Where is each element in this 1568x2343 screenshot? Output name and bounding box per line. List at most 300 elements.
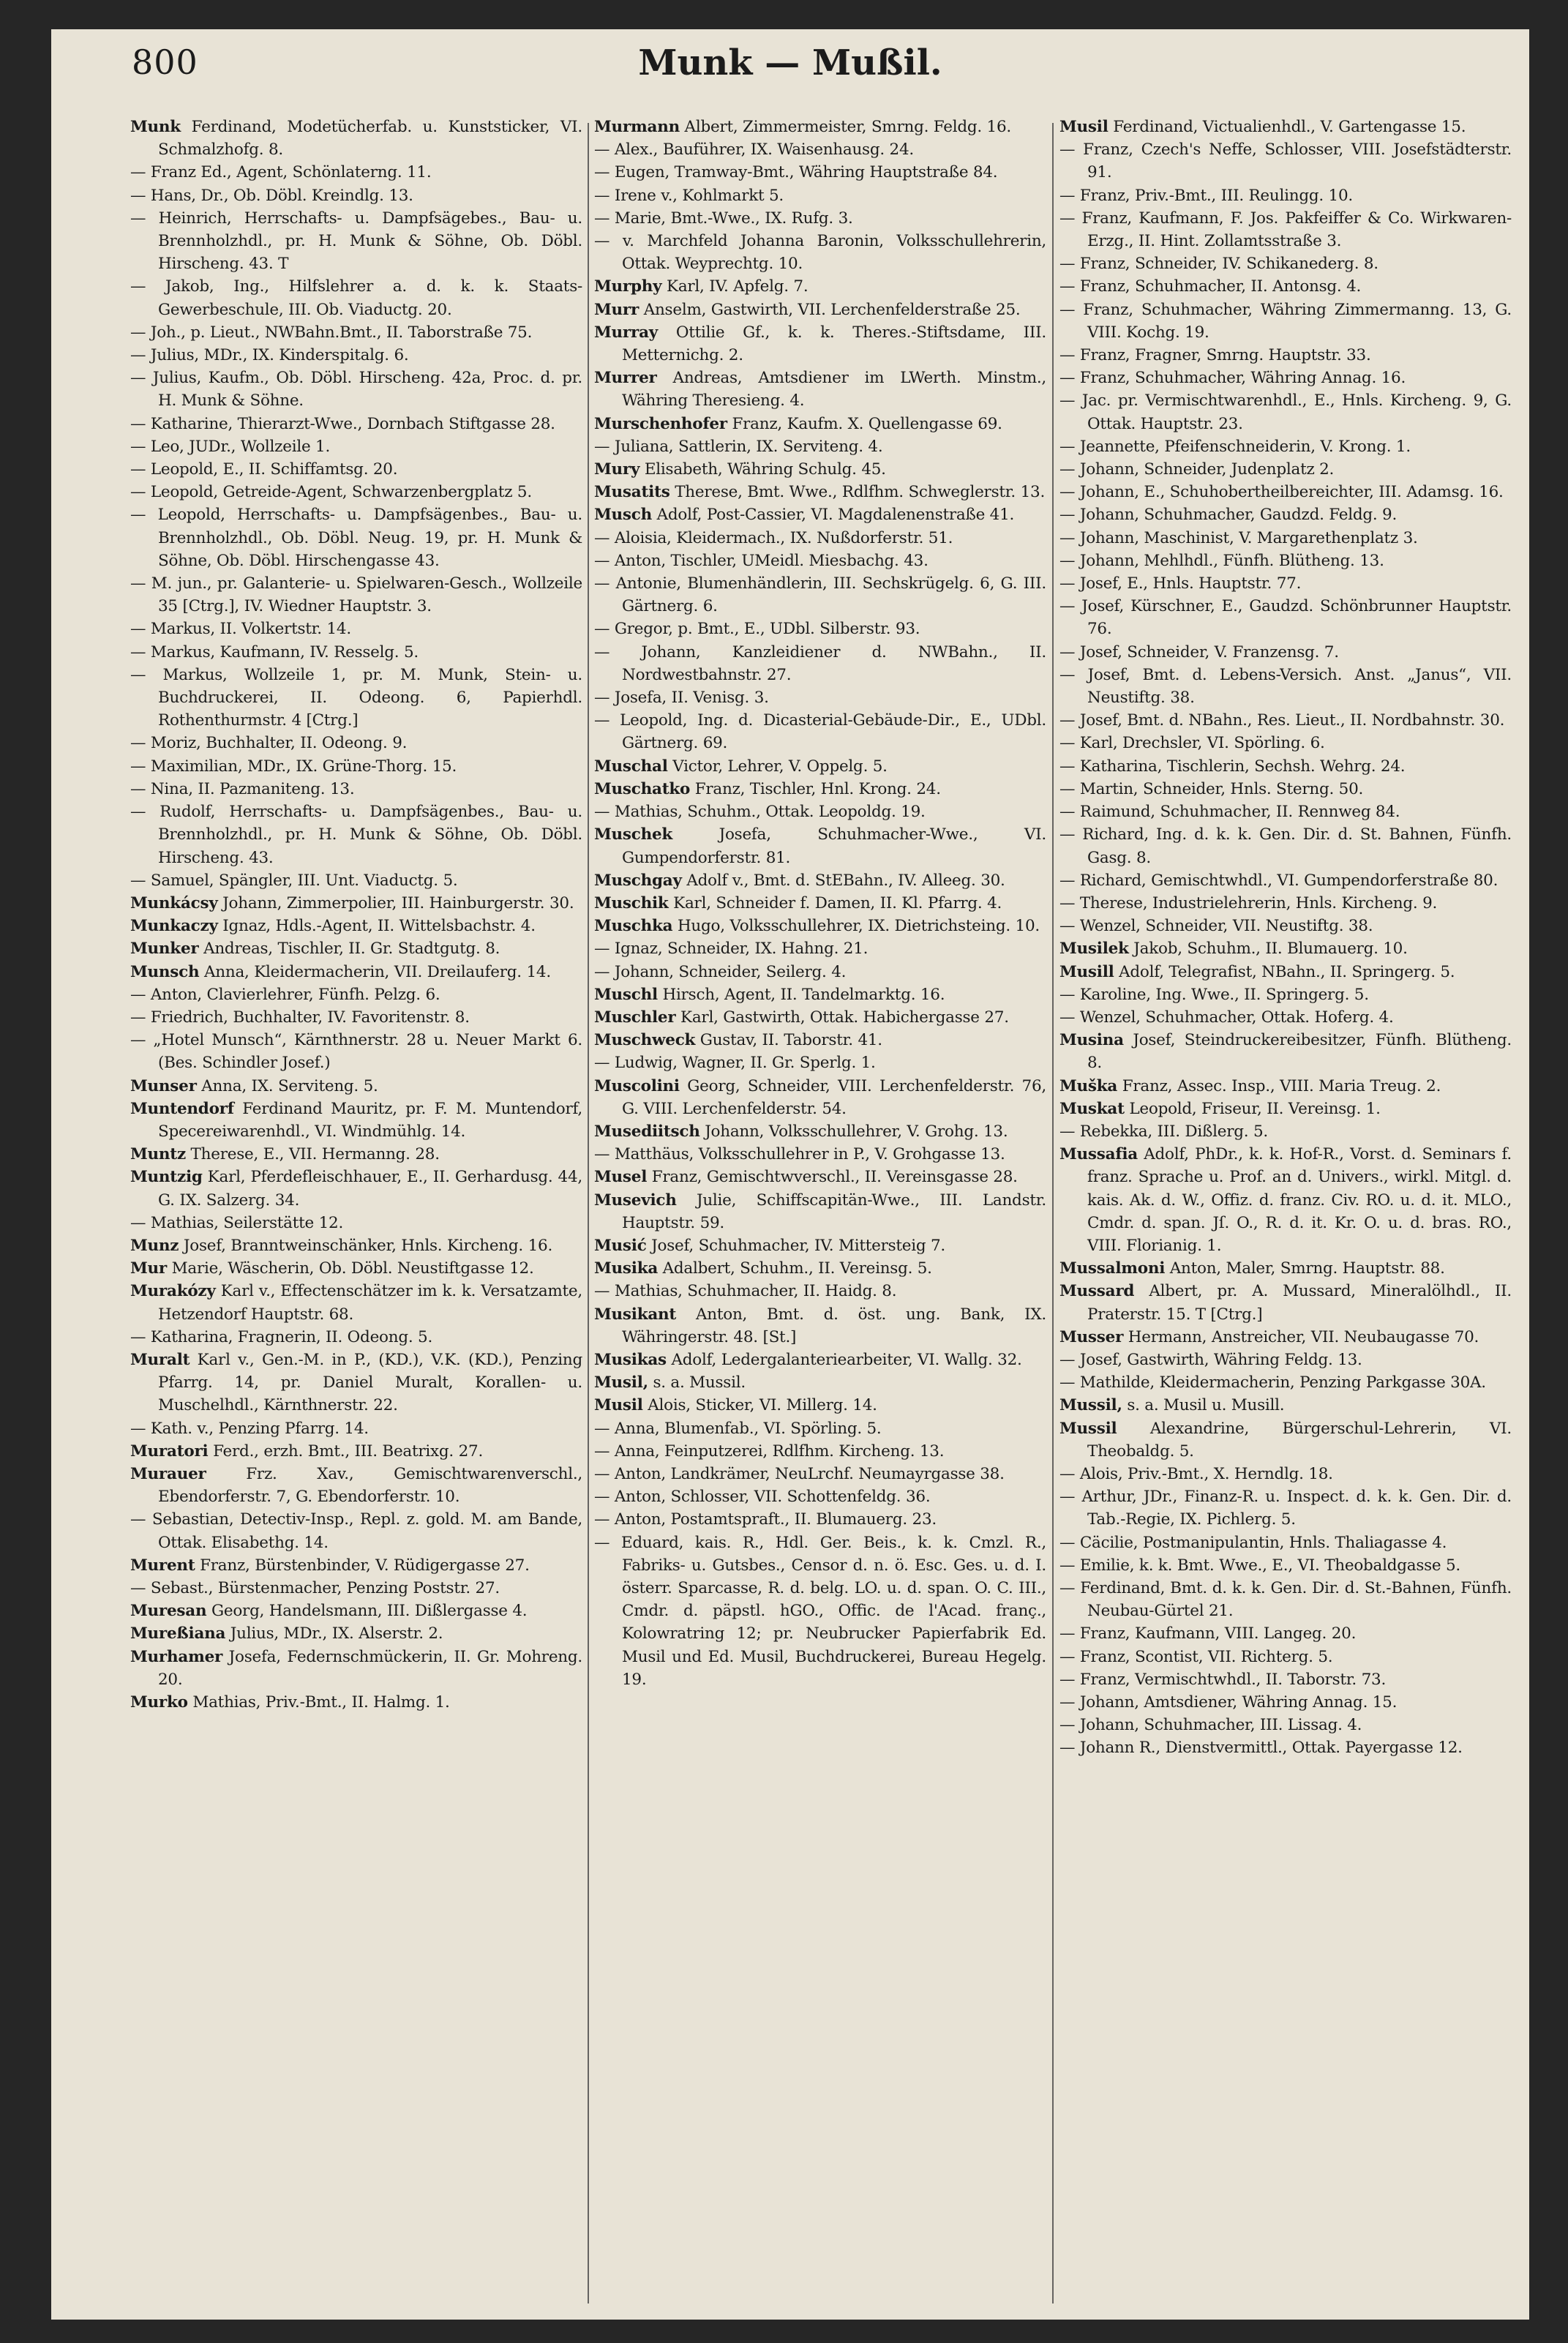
directory-entry	[594, 275, 1046, 298]
entry-text: — Aloisia, Kleidermach., IX. Nußdorferstr. 51.	[594, 528, 953, 547]
entry-text: — Franz, Scontist, VII. Richterg. 5.	[1059, 1647, 1333, 1666]
entry-surname: Musill	[1059, 962, 1114, 981]
directory-entry	[594, 1417, 1046, 1440]
entry-text: Adolf, PhDr., k. k. Hof-R., Vorst. d. Seminars f. franz. Sprache u. Prof. an d. Univers., wirkl. Mitgl. d. kais. Ak. d. W., Offiz. d. franz. Civ. RO. u. d. it. MLO., Cmdr. d. span. Jſ. O., R. d. it. Kr. O. u. d. bras. RO., VIII. Florianig. 1.	[1087, 1145, 1512, 1255]
directory-entry	[594, 321, 1046, 367]
column-divider	[1052, 123, 1054, 2303]
directory-entry	[594, 207, 1046, 230]
entry-text: Ottilie Gf., k. k. Theres.-Stiftsdame, III. Metternichg. 2.	[622, 323, 1046, 365]
entry-text: — Ignaz, Schneider, IX. Hahng. 21.	[594, 940, 869, 959]
entry-text: — Samuel, Spängler, III. Unt. Viaductg. 5.	[130, 871, 458, 890]
directory-entry	[130, 1006, 582, 1029]
directory-entry	[1059, 1417, 1512, 1463]
page-header	[51, 29, 1529, 102]
directory-entry	[130, 1143, 582, 1166]
directory-entry	[130, 664, 582, 732]
directory-entry	[130, 892, 582, 915]
entry-text: Adolf, Post-Cassier, VI. Magdalenenstraße 41.	[656, 506, 1015, 525]
directory-entry	[130, 1029, 582, 1074]
entry-text: — Franz, Priv.-Bmt., III. Reulingg. 10.	[1059, 186, 1353, 205]
entry-text: — Josefa, II. Venisg. 3.	[594, 689, 769, 708]
directory-entry	[130, 1691, 582, 1714]
entry-text: — Nina, II. Pazmaniteng. 13.	[130, 779, 355, 798]
entry-text: — Johann, Amtsdiener, Währing Annag. 15.	[1059, 1693, 1398, 1712]
directory-entry	[594, 983, 1046, 1006]
entry-text: — Wenzel, Schuhmacher, Ottak. Hoferg. 4.	[1059, 1008, 1394, 1027]
entry-text: Anna, Kleidermacherin, VII. Dreilauferg. 14.	[203, 962, 551, 981]
directory-entry	[594, 1532, 1046, 1691]
entry-text: — Anton, Schlosser, VII. Schottenfeldg. 36.	[594, 1488, 931, 1507]
entry-surname: Mussard	[1059, 1282, 1135, 1301]
directory-entry	[594, 503, 1046, 526]
entry-surname: Musil	[594, 1396, 643, 1415]
directory-entry	[594, 161, 1046, 184]
entry-text: Josef, Branntweinschänker, Hnls. Kircheng. 16.	[183, 1236, 553, 1255]
entry-surname: Musediitsch	[594, 1122, 700, 1141]
directory-entry	[594, 458, 1046, 481]
directory-entry	[1059, 1668, 1512, 1691]
entry-surname: Murakózy	[130, 1282, 216, 1301]
directory-entry	[130, 983, 582, 1006]
entry-text: — Johann, Schneider, Seilerg. 4.	[594, 962, 847, 981]
directory-entry	[130, 1280, 582, 1325]
entry-surname: Munsch	[130, 962, 200, 981]
directory-entry	[130, 937, 582, 960]
entry-text: Hermann, Anstreicher, VII. Neubaugasse 70.	[1128, 1327, 1479, 1346]
directory-entry	[594, 1485, 1046, 1508]
entry-text: — Jac. pr. Vermischtwarenhdl., E., Hnls. Kircheng. 9, G. Ottak. Hauptstr. 23.	[1059, 391, 1512, 433]
entry-text: — Alois, Priv.-Bmt., X. Herndlg. 18.	[1059, 1464, 1333, 1483]
directory-entry	[130, 1646, 582, 1691]
entry-surname: Muschatko	[594, 779, 691, 798]
entry-text: — Ferdinand, Bmt. d. k. k. Gen. Dir. d. St.-Bahnen, Fünfh. Neubau-Gürtel 21.	[1059, 1579, 1512, 1621]
directory-entry	[130, 413, 582, 435]
directory-entry	[594, 1280, 1046, 1302]
directory-entry	[594, 1120, 1046, 1143]
entry-text: — Eugen, Tramway-Bmt., Währing Hauptstraße 84.	[594, 163, 998, 182]
entry-text: — v. Marchfeld Johanna Baronin, Volksschullehrerin, Ottak. Weyprechtg. 10.	[594, 232, 1046, 274]
directory-entry	[594, 686, 1046, 709]
entry-text: Anna, IX. Serviteng. 5.	[201, 1076, 378, 1095]
directory-entry	[130, 1257, 582, 1280]
directory-entry	[594, 915, 1046, 937]
entry-text: Johann, Zimmerpolier, III. Hainburgerstr. 30.	[222, 893, 574, 912]
directory-entry	[1059, 184, 1512, 207]
directory-entry	[130, 1326, 582, 1349]
directory-entry	[1059, 732, 1512, 754]
entry-text: — Emilie, k. k. Bmt. Wwe., E., VI. Theobaldgasse 5.	[1059, 1556, 1460, 1575]
entry-surname: Murray	[594, 323, 659, 342]
directory-entry	[1059, 116, 1512, 138]
directory-entry	[594, 823, 1046, 869]
entry-text: Julie, Schiffscapitän-Wwe., III. Landstr. Hauptstr. 59.	[622, 1191, 1046, 1232]
directory-entry	[594, 572, 1046, 618]
entry-surname: Musić	[594, 1236, 647, 1255]
entry-text: Ignaz, Hdls.-Agent, II. Wittelsbachstr. 4.	[222, 917, 536, 936]
entry-text: — Johann, Mehlhdl., Fünfh. Blütheng. 13.	[1059, 551, 1384, 570]
entry-text: Ferdinand, Modetücherfab. u. Kunststicker, VI. Schmalzhofg. 8.	[158, 118, 582, 160]
directory-entry	[594, 184, 1046, 207]
directory-entry	[594, 778, 1046, 801]
directory-entry	[130, 458, 582, 481]
entry-text: Leopold, Friseur, II. Vereinsg. 1.	[1129, 1099, 1381, 1118]
directory-entry	[1059, 869, 1512, 892]
directory-entry	[1059, 1485, 1512, 1531]
directory-entry	[1059, 664, 1512, 709]
entry-surname: Muschik	[594, 893, 669, 912]
directory-entry	[594, 709, 1046, 754]
directory-entry	[1059, 344, 1512, 367]
entry-surname: Murr	[594, 300, 639, 319]
entry-surname: Mur	[130, 1259, 168, 1278]
entry-surname: Musikant	[594, 1305, 677, 1324]
entry-text: Josef, Steindruckereibesitzer, Fünfh. Blütheng. 8.	[1087, 1031, 1512, 1073]
entry-surname: Musatits	[594, 483, 670, 502]
entry-surname: Muratori	[130, 1442, 209, 1461]
entry-text: — Irene v., Kohlmarkt 5.	[594, 186, 784, 205]
directory-entry	[594, 1440, 1046, 1463]
entry-text: — Markus, Wollzeile 1, pr. M. Munk, Stein- u. Buchdruckerei, II. Odeong. 6, Papierhdl. Rothenthurmstr. 4 [Ctrg.]	[130, 665, 582, 730]
entry-text: — Wenzel, Schneider, VII. Neustiftg. 38.	[1059, 917, 1373, 936]
entry-text: Therese, Bmt. Wwe., Rdlfhm. Schweglerstr. 13.	[675, 483, 1046, 502]
entry-text: — Raimund, Schuhmacher, II. Rennweg 84.	[1059, 803, 1400, 822]
entry-text: — „Hotel Munsch“, Kärnthnerstr. 28 u. Neuer Markt 6. (Bes. Schindler Josef.)	[130, 1031, 582, 1073]
entry-surname: Muresan	[130, 1602, 207, 1621]
entry-text: Karl, Pferdefleischhauer, E., II. Gerhardusg. 44, G. IX. Salzerg. 34.	[158, 1168, 582, 1210]
directory-entry	[1059, 1143, 1512, 1257]
entry-text: — Jakob, Ing., Hilfslehrer a. d. k. k. Staats-Gewerbeschule, III. Ob. Viaductg. 20.	[130, 277, 582, 319]
entry-surname: Mussil	[1059, 1419, 1117, 1438]
directory-entry	[594, 116, 1046, 138]
directory-entry	[1059, 823, 1512, 869]
entry-surname: Munser	[130, 1076, 197, 1095]
entry-surname: Munz	[130, 1236, 179, 1255]
entry-text: Karl, IV. Apfelg. 7.	[667, 277, 809, 296]
directory-entry	[594, 367, 1046, 412]
directory-entry	[594, 230, 1046, 275]
entry-text: — Karl, Drechsler, VI. Spörling. 6.	[1059, 734, 1325, 753]
directory-entry	[594, 527, 1046, 550]
directory-entry	[1059, 435, 1512, 458]
entry-text: Frz. Xav., Gemischtwarenverschl., Ebendorferstr. 7, G. Ebendorferstr. 10.	[158, 1464, 582, 1507]
entry-text: Marie, Wäscherin, Ob. Döbl. Neustiftgasse 12.	[171, 1259, 534, 1278]
entry-surname: Muntendorf	[130, 1099, 234, 1118]
entry-text: — Franz, Schuhmacher, Währing Zimmermanng. 13, G. VIII. Kochg. 19.	[1059, 300, 1512, 342]
entry-text: — Julius, Kaufm., Ob. Döbl. Hirscheng. 42a, Proc. d. pr. H. Munk & Söhne.	[130, 369, 582, 411]
directory-entry	[130, 481, 582, 503]
entry-text: Franz, Assec. Insp., VIII. Maria Treug. 2.	[1122, 1076, 1441, 1095]
entry-surname: Murmann	[594, 118, 680, 136]
entry-surname: Muntzig	[130, 1168, 203, 1187]
entry-text: — Eduard, kais. R., Hdl. Ger. Beis., k. k. Cmzl. R., Fabriks- u. Gutsbes., Censor d. n. ö. Esc. Ges. u. d. I. österr. Sparcasse, R. d. belg. LO. u. d. span. O. C. III., Cmdr. d. päpstl. hGO., Offic. de l'Acad. franç., Kolowratring 12; pr. Neubrucker Papierfabrik Ed. Musil und Ed. Musil, Buchdruckerei, Bureau Hegelg. 19.	[594, 1533, 1046, 1689]
entry-surname: Muschler	[594, 1008, 676, 1027]
entry-text: — Franz Ed., Agent, Schönlaterng. 11.	[130, 163, 432, 182]
directory-entry	[1059, 299, 1512, 344]
entry-surname: Muntz	[130, 1145, 186, 1164]
directory-columns	[130, 116, 1513, 2303]
directory-entry	[130, 275, 582, 320]
entry-text: — Leo, JUDr., Wollzeile 1.	[130, 437, 331, 456]
directory-entry	[1059, 503, 1512, 526]
directory-entry	[130, 1622, 582, 1645]
entry-text: Therese, E., VII. Hermanng. 28.	[190, 1145, 440, 1164]
entry-text: Adalbert, Schuhm., II. Vereinsg. 5.	[662, 1259, 932, 1278]
directory-entry	[1059, 207, 1512, 252]
directory-entry	[130, 778, 582, 801]
directory-entry	[130, 869, 582, 892]
entry-text: Jakob, Schuhm., II. Blumauerg. 10.	[1133, 940, 1408, 959]
directory-entry	[1059, 641, 1512, 664]
entry-text: — Anton, Clavierlehrer, Fünfh. Pelzg. 6.	[130, 985, 440, 1004]
directory-entry	[1059, 389, 1512, 435]
directory-entry	[1059, 778, 1512, 801]
entry-surname: Murphy	[594, 277, 662, 296]
directory-entry	[1059, 572, 1512, 595]
directory-entry	[1059, 1714, 1512, 1736]
entry-text: Karl, Gastwirth, Ottak. Habichergasse 27.	[680, 1008, 1009, 1027]
directory-entry	[594, 892, 1046, 915]
entry-surname: Muška	[1059, 1076, 1118, 1095]
directory-entry	[1059, 1577, 1512, 1622]
directory-entry	[594, 550, 1046, 572]
entry-text: Josef, Schuhmacher, IV. Mittersteig 7.	[651, 1236, 946, 1255]
directory-entry	[594, 1166, 1046, 1188]
entry-text: Elisabeth, Währing Schulg. 45.	[644, 460, 886, 479]
entry-surname: Mury	[594, 460, 640, 479]
entry-surname: Murko	[130, 1693, 188, 1712]
directory-entry	[1059, 458, 1512, 481]
entry-text: — Antonie, Blumenhändlerin, III. Sechskrügelg. 6, G. III. Gärtnerg. 6.	[594, 574, 1046, 616]
directory-entry	[594, 1234, 1046, 1257]
directory-entry	[594, 1508, 1046, 1531]
directory-entry	[594, 801, 1046, 823]
directory-entry	[130, 1075, 582, 1098]
directory-entry	[594, 435, 1046, 458]
directory-entry	[130, 618, 582, 640]
directory-entry	[130, 641, 582, 664]
directory-entry	[130, 961, 582, 983]
directory-entry	[130, 1234, 582, 1257]
entry-surname: Munkaczy	[130, 917, 218, 936]
entry-surname: Muscolini	[594, 1076, 680, 1095]
entry-text: Gustav, II. Taborstr. 41.	[699, 1031, 882, 1050]
entry-text: — Johann, Schuhmacher, Gaudzd. Feldg. 9.	[1059, 506, 1398, 525]
entry-text: — Katharina, Fragnerin, II. Odeong. 5.	[130, 1327, 433, 1346]
entry-surname: Muskat	[1059, 1099, 1125, 1118]
entry-text: Andreas, Tischler, II. Gr. Stadtgutg. 8.	[203, 940, 500, 959]
directory-entry	[130, 572, 582, 618]
entry-text: — Anton, Landkrämer, NeuLrchf. Neumayrgasse 38.	[594, 1464, 1005, 1483]
entry-surname: Musevich	[594, 1191, 677, 1210]
entry-text: — Anton, Tischler, UMeidl. Miesbachg. 43.	[594, 551, 929, 570]
directory-entry	[1059, 481, 1512, 503]
directory-entry	[1059, 1532, 1512, 1554]
directory-entry	[130, 184, 582, 207]
directory-entry	[130, 503, 582, 572]
entry-surname: Mussafia	[1059, 1145, 1138, 1164]
directory-entry	[1059, 709, 1512, 732]
directory-column-2	[594, 116, 1046, 2303]
directory-entry	[594, 1143, 1046, 1166]
entry-text: — Franz, Kaufmann, F. Jos. Pakfeiffer & Co. Wirkwaren-Erzg., II. Hint. Zollamtsstraße 3.	[1059, 209, 1512, 251]
entry-text: Georg, Schneider, VIII. Lerchenfelderstr. 76, G. VIII. Lerchenfelderstr. 54.	[622, 1076, 1046, 1118]
entry-text: — Franz, Schuhmacher, II. Antonsg. 4.	[1059, 277, 1362, 296]
directory-entry	[1059, 1691, 1512, 1714]
directory-entry	[594, 138, 1046, 161]
entry-text: — Johann, Maschinist, V. Margarethenplatz 3.	[1059, 528, 1418, 547]
entry-text: Georg, Handelsmann, III. Dißlergasse 4.	[211, 1602, 528, 1621]
entry-text: Anselm, Gastwirth, VII. Lerchenfelderstraße 25.	[643, 300, 1021, 319]
entry-text: — Kath. v., Penzing Pfarrg. 14.	[130, 1419, 369, 1438]
directory-entry	[130, 755, 582, 778]
entry-text: — Julius, MDr., IX. Kinderspitalg. 6.	[130, 346, 409, 365]
directory-entry	[1059, 755, 1512, 778]
entry-text: — Josef, Schneider, V. Franzensg. 7.	[1059, 642, 1339, 661]
entry-text: — M. jun., pr. Galanterie- u. Spielwaren-Gesch., Wollzeile 35 [Ctrg.], IV. Wiedner Hauptstr. 3.	[130, 574, 582, 616]
directory-entry	[130, 161, 582, 184]
entry-text: — Moriz, Buchhalter, II. Odeong. 9.	[130, 734, 408, 753]
entry-text: — Alex., Bauführer, IX. Waisenhausg. 24.	[594, 140, 914, 160]
entry-text: — Josef, E., Hnls. Hauptstr. 77.	[1059, 574, 1302, 593]
entry-text: Hirsch, Agent, II. Tandelmarktg. 16.	[662, 985, 945, 1004]
directory-entry	[1059, 983, 1512, 1006]
entry-text: — Markus, Kaufmann, IV. Resselg. 5.	[130, 642, 419, 661]
entry-text: Alois, Sticker, VI. Millerg. 14.	[648, 1396, 877, 1415]
entry-text: — Johann R., Dienstvermittl., Ottak. Payergasse 12.	[1059, 1739, 1463, 1758]
entry-text: Josefa, Federnschmückerin, II. Gr. Mohreng. 20.	[158, 1647, 582, 1689]
entry-surname: Muschal	[594, 757, 668, 776]
entry-text: — Franz, Vermischtwhdl., II. Taborstr. 73.	[1059, 1670, 1387, 1689]
directory-entry	[130, 1349, 582, 1417]
directory-entry	[594, 869, 1046, 892]
entry-text: — Gregor, p. Bmt., E., UDbl. Silberstr. 93.	[594, 620, 920, 639]
directory-entry	[594, 481, 1046, 503]
entry-text: — Rebekka, III. Dißlerg. 5.	[1059, 1122, 1268, 1141]
entry-text: s. a. Mussil.	[653, 1373, 746, 1392]
directory-entry	[594, 641, 1046, 686]
directory-entry	[1059, 1554, 1512, 1577]
entry-surname: Munker	[130, 940, 199, 959]
directory-entry	[594, 1189, 1046, 1234]
directory-entry	[1059, 527, 1512, 550]
directory-entry	[1059, 595, 1512, 640]
entry-text: — Leopold, Herrschafts- u. Dampfsägenbes., Bau- u. Brennholzhdl., Ob. Döbl. Neug. 19, pr. H. Munk & Söhne, Ob. Döbl. Hirschengasse 43.	[130, 506, 582, 570]
entry-text: — Mathilde, Kleidermacherin, Penzing Parkgasse 30A.	[1059, 1373, 1486, 1392]
directory-entry	[130, 801, 582, 869]
directory-entry	[1059, 367, 1512, 389]
entry-text: — Therese, Industrielehrerin, Hnls. Kircheng. 9.	[1059, 893, 1438, 912]
entry-text: — Maximilian, MDr., IX. Grüne-Thorg. 15.	[130, 757, 457, 776]
entry-text: — Heinrich, Herrschafts- u. Dampfsägebes., Bau- u. Brennholzhdl., pr. H. Munk & Söhne, Ob. Döbl. Hirscheng. 43. T	[130, 209, 582, 274]
entry-text: Ferdinand Mauritz, pr. F. M. Muntendorf, Specereiwarenhdl., VI. Windmühlg. 14.	[158, 1099, 582, 1141]
entry-text: Victor, Lehrer, V. Oppelg. 5.	[672, 757, 888, 776]
entry-surname: Musel	[594, 1168, 648, 1187]
entry-text: — Arthur, JDr., Finanz-R. u. Inspect. d. k. k. Gen. Dir. d. Tab.-Regie, IX. Pichlerg. 5.	[1059, 1488, 1512, 1529]
entry-surname: Muschgay	[594, 871, 682, 890]
entry-text: — Martin, Schneider, Hnls. Sterng. 50.	[1059, 779, 1364, 798]
entry-text: — Johann, Kanzleidiener d. NWBahn., II. Nordwestbahnstr. 27.	[594, 642, 1046, 684]
entry-text: Franz, Gemischtwverschl., II. Vereinsgasse 28.	[651, 1168, 1018, 1187]
entry-text: Alexandrine, Bürgerschul-Lehrerin, VI. Theobaldg. 5.	[1087, 1419, 1512, 1461]
directory-entry	[594, 755, 1046, 778]
entry-text: — Markus, II. Volkertstr. 14.	[130, 620, 351, 639]
directory-entry	[594, 1075, 1046, 1120]
entry-text: — Mathias, Schuhmacher, II. Haidg. 8.	[594, 1282, 897, 1301]
entry-text: — Anna, Feinputzerei, Rdlfhm. Kircheng. 13.	[594, 1442, 945, 1461]
entry-text: — Ludwig, Wagner, II. Gr. Sperlg. 1.	[594, 1054, 876, 1073]
entry-text: — Richard, Ing. d. k. k. Gen. Dir. d. St. Bahnen, Fünfh. Gasg. 8.	[1059, 825, 1512, 867]
directory-entry	[130, 1600, 582, 1622]
entry-text: Franz, Kaufm. X. Quellengasse 69.	[732, 414, 1002, 433]
entry-text: — Rudolf, Herrschafts- u. Dampfsägenbes., Bau- u. Brennholzhdl., pr. H. Munk & Söhne, Ob. Döbl. Hirscheng. 43.	[130, 803, 582, 867]
directory-entry	[594, 961, 1046, 983]
directory-entry	[1059, 1622, 1512, 1645]
running-head: Munk — Mußil.	[638, 42, 942, 83]
entry-text: — Marie, Bmt.-Wwe., IX. Rufg. 3.	[594, 209, 853, 228]
directory-entry	[1059, 1280, 1512, 1325]
entry-text: Karl v., Gen.-M. in P., (KD.), V.K. (KD.), Penzing Pfarrg. 14, pr. Daniel Muralt, Korallen- u. Muschelhdl., Kärnthnerstr. 22.	[158, 1350, 582, 1415]
directory-entry	[130, 321, 582, 344]
directory-entry	[594, 413, 1046, 435]
entry-text: — Karoline, Ing. Wwe., II. Springerg. 5.	[1059, 985, 1369, 1004]
entry-text: Franz, Bürstenbinder, V. Rüdigergasse 27.	[200, 1556, 530, 1575]
directory-entry	[130, 435, 582, 458]
entry-surname: Mureßiana	[130, 1624, 226, 1643]
entry-text: — Josef, Gastwirth, Währing Feldg. 13.	[1059, 1350, 1362, 1369]
entry-text: — Franz, Schuhmacher, Währing Annag. 16.	[1059, 369, 1406, 388]
directory-entry	[1059, 252, 1512, 275]
entry-surname: Mussalmoni	[1059, 1259, 1166, 1278]
entry-surname: Musilek	[1059, 940, 1129, 959]
directory-entry	[130, 344, 582, 367]
directory-entry	[1059, 1463, 1512, 1485]
entry-surname: Muschweck	[594, 1031, 696, 1050]
entry-text: Johann, Volksschullehrer, V. Grohg. 13.	[705, 1122, 1008, 1141]
directory-entry	[130, 915, 582, 937]
entry-surname: Musina	[1059, 1031, 1124, 1050]
directory-entry	[594, 1303, 1046, 1349]
directory-entry	[594, 299, 1046, 321]
directory-entry	[130, 1577, 582, 1600]
directory-entry	[594, 1257, 1046, 1280]
directory-entry	[1059, 275, 1512, 298]
directory-column-1	[130, 116, 582, 2303]
entry-text: — Franz, Czech's Neffe, Schlosser, VIII. Josefstädterstr. 91.	[1059, 140, 1512, 182]
page-number: 800	[132, 42, 198, 82]
entry-text: — Sebast., Bürstenmacher, Penzing Poststr. 27.	[130, 1579, 500, 1597]
entry-text: — Jeannette, Pfeifenschneiderin, V. Krong. 1.	[1059, 437, 1411, 456]
entry-text: — Franz, Schneider, IV. Schikanederg. 8.	[1059, 255, 1378, 274]
entry-text: Adolf, Ledergalanteriearbeiter, VI. Wallg. 32.	[671, 1350, 1022, 1369]
directory-entry	[1059, 1371, 1512, 1394]
entry-text: s. a. Musil u. Musill.	[1127, 1396, 1285, 1415]
entry-surname: Muralt	[130, 1350, 190, 1369]
entry-surname: Muschl	[594, 985, 658, 1004]
entry-surname: Muschek	[594, 825, 673, 844]
entry-text: Albert, pr. A. Mussard, Mineralölhdl., II. Praterstr. 15. T [Ctrg.]	[1087, 1282, 1512, 1324]
entry-text: — Josef, Bmt. d. NBahn., Res. Lieut., II. Nordbahnstr. 30.	[1059, 711, 1505, 730]
directory-entry	[594, 1394, 1046, 1417]
entry-text: — Cäcilie, Postmanipulantin, Hnls. Thaliagasse 4.	[1059, 1533, 1447, 1552]
directory-entry	[1059, 937, 1512, 960]
directory-entry	[1059, 1006, 1512, 1029]
directory-entry	[1059, 961, 1512, 983]
entry-text: Mathias, Priv.-Bmt., II. Halmg. 1.	[192, 1693, 450, 1712]
entry-surname: Munk	[130, 118, 181, 136]
entry-surname: Murrer	[594, 369, 657, 388]
entry-text: Karl, Schneider f. Damen, II. Kl. Pfarrg. 4.	[673, 893, 1002, 912]
directory-entry	[594, 1029, 1046, 1051]
